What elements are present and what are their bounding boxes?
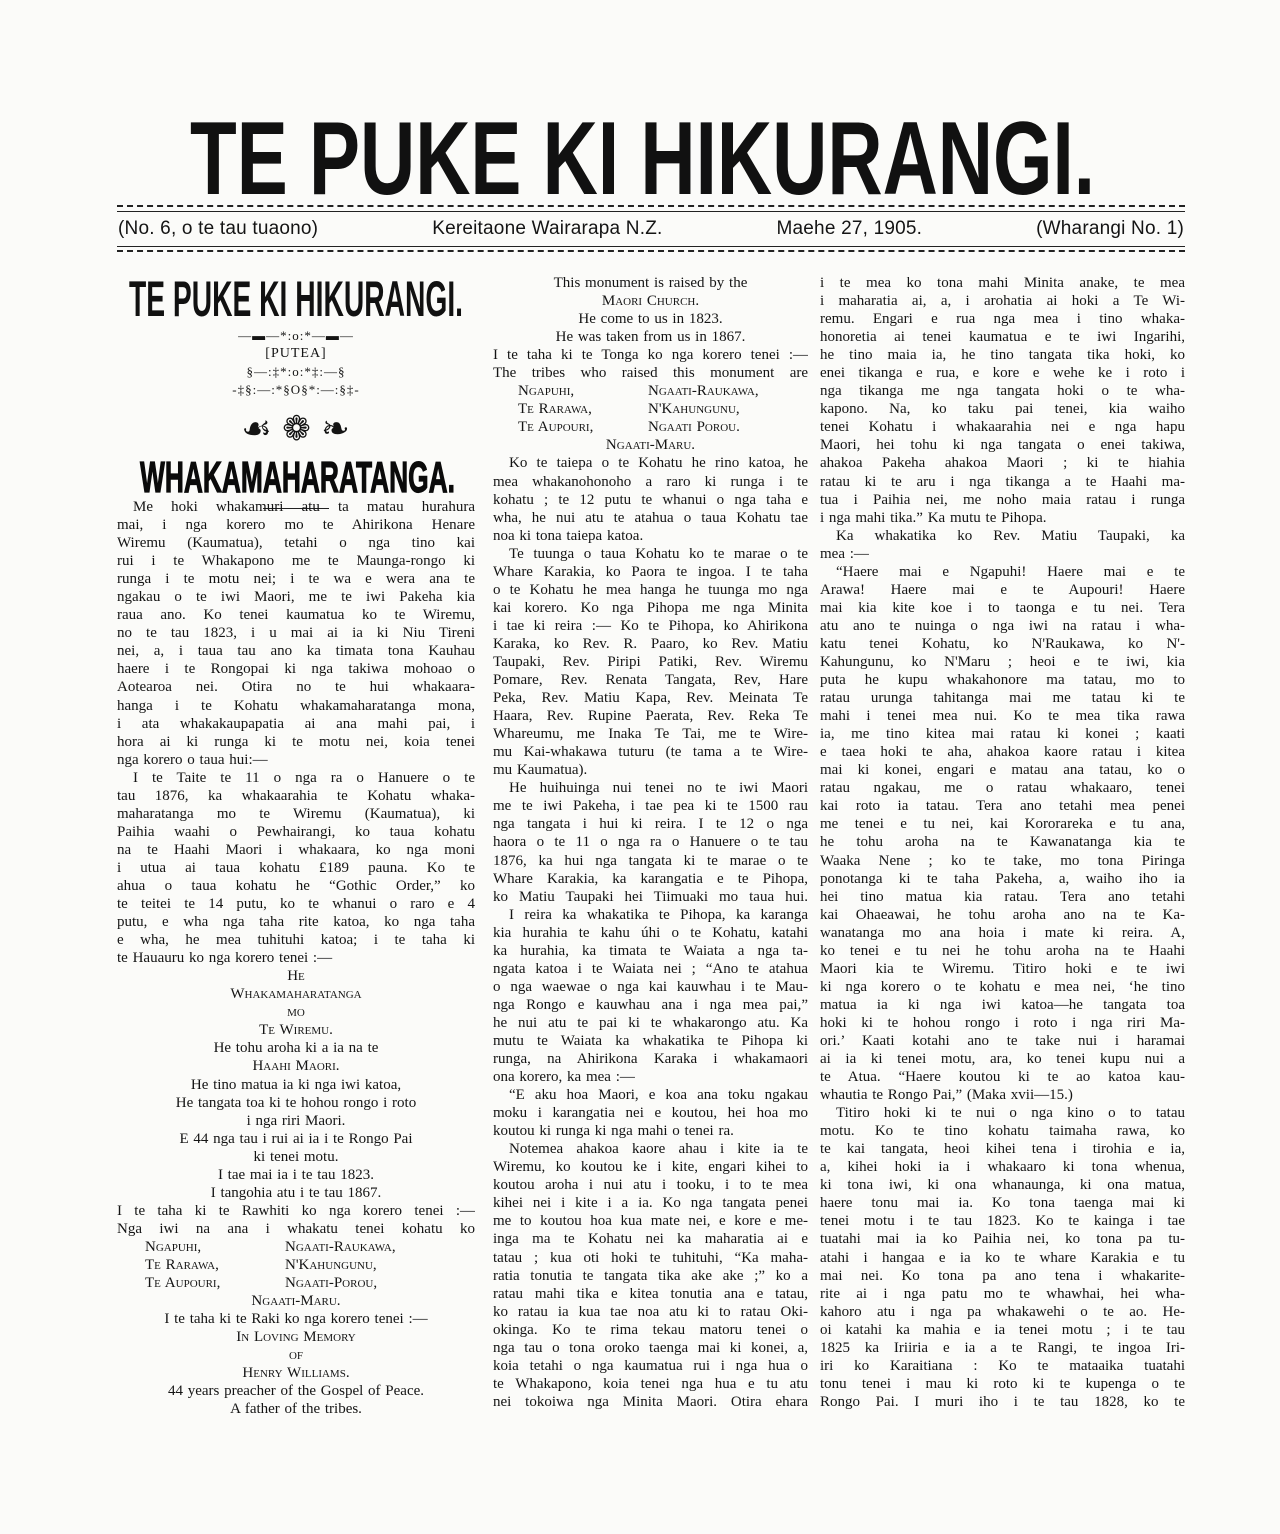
text-line: atu ano te nuinga o nga iwi na ratau i wha-: [820, 617, 1185, 634]
text-line: putu, e wha nga taha rite katoa, ko nga taha: [117, 914, 475, 931]
text-line: koutou ki runga ki nga mahi o tenei ra.: [493, 1123, 734, 1140]
text-line: i tae ki reira :— Ko te Pihopa, ko Ahirikona: [493, 617, 808, 634]
text-line: “Haere mai e Ngapuhi! Haere mai e te: [836, 563, 1185, 580]
tribe-name: N'Kahungunu,: [648, 401, 740, 418]
inscription-line: of: [288, 1347, 304, 1364]
ornament-rule: —▬—*:o:*—▬—: [238, 328, 354, 343]
inscription-line: 44 years preacher of the Gospel of Peace.: [167, 1383, 425, 1400]
text-line: I te Taite te 11 o nga ra o Hanuere o te: [133, 769, 475, 786]
tribe-name: Te Aupouri,: [145, 1275, 221, 1292]
text-line: I te taha ki te Rawhiti ko nga korero tenei :—: [117, 1202, 475, 1219]
text-line: nei, a, i taua tau ano ka timata tona Kauhau: [117, 643, 475, 660]
text-line: mai nei. Ko tona pa ano tena i whakarite-: [820, 1267, 1185, 1284]
text-line: Taupaki, Rev. Piripi Patiki, Rev. Wiremu: [493, 653, 808, 670]
headline: [117, 455, 475, 499]
text-line: kia hurahia te kahu úhi o te Kohatu, katahi: [493, 924, 808, 941]
article-column-2: [493, 274, 808, 1411]
text-line: Ko te taiepa o te Kohatu he rino katoa, he: [509, 455, 808, 472]
text-line: wanatanga mo ana hoia i mate ki reira. A,: [820, 924, 1185, 941]
text-line: matua ia ki nga iwi katoa—he tangata toa: [820, 996, 1185, 1013]
inscription-line: Maori Church.: [601, 293, 700, 310]
text-line: ki tona iwi, ki ona whanaunga, ki ona matua,: [820, 1177, 1185, 1194]
text-line: hanga i te Kohatu whakamaharatanga mona,: [117, 697, 475, 714]
fleuron-ornament-icon: ☙ ❁ ❧: [241, 411, 351, 448]
inscription-line: He was taken from us in 1867.: [555, 329, 746, 346]
text-line: me tenei e tu nei, kai Kororareka e tu ana,: [820, 816, 1185, 833]
text-line: Rongo Pai. I muri iho i te tau 1828, ko te: [820, 1393, 1185, 1410]
newspaper-title-text: TE PUKE KI HIKURANGI.: [190, 108, 1095, 204]
text-line: Aotearoa nei. Otira no te hui whakaara-: [117, 679, 475, 696]
text-line: ratau ki te aru i nga tikanga a te Haahi ma-: [820, 473, 1185, 490]
text-line: Te tuunga o taua Kohatu ko te marae o te: [509, 545, 808, 562]
text-line: he nui atu te pai ki te whakarongo atu. Ka: [493, 1014, 808, 1031]
text-line: ko tenei e tu nei he tohu aroha na te Haahi: [820, 942, 1185, 959]
text-line: Wiremu, ko koutou ke i kite, engari kihei to: [493, 1159, 808, 1176]
text-line: me to koutou hoa kua mate nei, e kore e me-: [493, 1213, 808, 1230]
tribe-name: Ngaati-Raukawa,: [648, 383, 759, 400]
text-line: tuatahi mai ia ko Paihia nei, ko tona pa tu-: [820, 1231, 1185, 1248]
tribe-name: Te Rarawa,: [518, 401, 592, 418]
text-line: 1876, ka hui nga tangata ki te marae o te: [493, 852, 808, 869]
paper-name-text: TE PUKE KI HIKURANGI.: [129, 272, 463, 322]
text-line: remu. Engari e rua nga mea i tino whaka-: [820, 311, 1185, 328]
text-line: mahi i tenei mea nui. Ko te mea tika rawa: [820, 708, 1185, 725]
inscription-line: I tangohia atu i te tau 1867.: [210, 1184, 382, 1201]
inscription-line: I tae mai ia i te tau 1823.: [217, 1166, 375, 1183]
dateline: [118, 218, 1184, 240]
text-line: ai ia ki tenei motu, ara, ko tenei kupu nui a: [820, 1051, 1185, 1068]
bottom-rule-dashed: [117, 250, 1185, 252]
text-line: tatau ; kua oti hoki te tuhituhi, “Ka maha-: [493, 1249, 808, 1266]
text-line: I te taha ki te Tonga ko nga korero tenei :—: [493, 347, 808, 364]
text-line: Whareumu, me Inaka Te Tai, me te Wire-: [493, 726, 808, 743]
inscription-line: E 44 nga tau i rui ai ia i te Rongo Pai: [179, 1130, 413, 1147]
text-line: okinga. Ko te rima tekau matoru tenei o: [493, 1321, 808, 1338]
text-line: ko Matiu Taupaki hei Tiimuaki mo taua hui.: [493, 888, 808, 905]
inscription-line: This monument is raised by the: [553, 275, 748, 291]
text-line: wha, he nui atu te atahua o taua Kohatu tae: [493, 509, 808, 526]
tribe-name: Ngapuhi,: [518, 383, 575, 400]
text-line: Whare Karakia, ko Paora te ingoa. I te taha: [493, 563, 808, 580]
text-line: nga Rongo e kauwhau ana i nga mea pai,”: [493, 996, 808, 1013]
text-line: Ka whakatika ko Rev. Matiu Taupaki, ka: [836, 527, 1185, 544]
text-line: Maori kia te Wiremu. Titiro hoki e te iwi: [820, 960, 1185, 977]
inscription-line: Henry Williams.: [242, 1365, 350, 1382]
tribe-name: Ngapuhi,: [145, 1238, 202, 1255]
text-line: He huihuinga nui tenei no te iwi Maori: [509, 780, 808, 797]
article-column-3: [820, 274, 1185, 1411]
inscription-line: Ngaati-Maru.: [605, 437, 696, 454]
text-line: The tribes who raised this monument are: [493, 365, 808, 382]
text-line: te teitei te 14 putu, ko te whanui o raro e 4: [117, 896, 475, 913]
text-line: whautia te Rongo Pai,” (Maka xvii—15.): [820, 1087, 1073, 1104]
paper-name-heading: [117, 272, 475, 322]
tribe-list-row: [493, 400, 808, 418]
inscription-line: Ngaati-Maru.: [251, 1293, 341, 1310]
text-line: ratau mahi tika e kitea tonutia ana e tatau,: [493, 1285, 808, 1302]
top-rule: [117, 205, 1185, 207]
text-line: tenei motu i te tau 1823. Ko te kainga i tae: [820, 1213, 1185, 1230]
text-line: tonu tenei i mau ki roto ki te kupenga o te: [820, 1375, 1185, 1392]
text-line: rite ai i nga patu mo te whawhai, hei wha-: [820, 1285, 1185, 1302]
text-line: haora o te 11 o nga ra o Hanuere o te tau: [493, 834, 808, 851]
text-line: kai roto ia tatau. Tera ano tetahi mea penei: [820, 798, 1185, 815]
text-line: te Whakapono, koia tenei nga hua e tu atu: [493, 1375, 808, 1392]
text-line: ngakau o te iwi Maori, me te iwi Pakeha kia: [117, 589, 475, 606]
text-line: i te mea ko tona mahi Minita anake, te mea: [820, 275, 1185, 291]
text-line: haere i te Rongopai ki nga takiwa mohoao o: [117, 661, 475, 678]
text-line: ratau ngakau, me o ratau whakaaro, tenei: [820, 780, 1185, 797]
text-line: kapono. Na, ko taku pai tenei, kia waiho: [820, 401, 1185, 418]
text-line: haere tonu mai ia. Ko tona taenga mai ki: [820, 1195, 1185, 1212]
headline-text: WHAKAMAHARATANGA.: [140, 455, 455, 499]
text-line: Karaka, ko Rev. R. Paaro, ko Rev. Matiu: [493, 635, 808, 652]
text-line: a, kihei hoki ia i whakaaro ki tona whenua,: [820, 1159, 1185, 1176]
inscription-line: In Loving Memory: [236, 1329, 356, 1346]
text-line: iri ko Karaitiana : Ko te mataaika tuatahi: [820, 1357, 1185, 1374]
text-line: runga i te motu nei; i te wa e wera ana te: [117, 571, 475, 588]
text-line: e wha, he mea tuhituhi katoa; i te taha ki: [117, 932, 475, 949]
tribe-list-row: [117, 1274, 475, 1292]
inscription-line: He tino matua ia ki nga iwi katoa,: [190, 1076, 402, 1093]
text-line: rui i te Whakapono me te Maunga-rongo ki: [117, 553, 475, 570]
tribe-name: Ngaati Porou.: [648, 419, 740, 436]
text-line: mutu te Waiata ka whakatika te Pihopa ki: [493, 1032, 808, 1049]
text-line: Haara, Rev. Rupine Paerata, Rev. Reka Te: [493, 708, 808, 725]
text-line: puta he kupu whakahonore ma tatau, mo to: [820, 672, 1185, 689]
text-line: 1825 ka Iriiria e ia a te Rangi, te ingoa Iri-: [820, 1339, 1185, 1356]
text-line: i utua ai taua kohatu £189 pauna. Ko te: [117, 859, 475, 876]
tribe-name: Te Aupouri,: [518, 419, 594, 436]
text-line: ponotanga ki te taha Pakeha, a, waiho iho ia: [820, 870, 1185, 887]
issue-number: (No. 6, o te tau tuaono): [118, 218, 319, 239]
text-line: mea :—: [820, 545, 869, 562]
text-line: Notemea ahakoa kaore ahau i kite ia te: [509, 1141, 808, 1158]
text-line: hoki ki te hohou rongo i roto i nga riri Ma-: [820, 1014, 1185, 1031]
text-line: Wiremu (Kaumatua), tetahi o nga tino kai: [117, 535, 475, 552]
bottom-rule: [117, 246, 1185, 247]
text-line: Peka, Rev. Matiu Kapa, Rev. Meinata Te: [493, 690, 808, 707]
text-line: ahua o taua kohatu he “Gothic Order,” ko: [117, 877, 475, 894]
text-line: ratia tonutia te tangata tika ake ake ;” ko a: [493, 1267, 808, 1284]
inscription-line: Haahi Maori.: [252, 1058, 340, 1075]
text-line: ona korero, ka mea :—: [493, 1069, 635, 1086]
text-line: o te Kohatu he mea hanga he tuunga mo nga: [493, 581, 808, 598]
tribe-list-row: [117, 1256, 475, 1274]
text-line: ki nga korero o te kohatu e mea nei, ‘he tino: [820, 978, 1185, 995]
text-line: kai Ohaeawai, he tohu aroha ano na te Ka-: [820, 906, 1185, 923]
text-line: raua ano. Ko tenei kaumatua ko te Wiremu,: [117, 607, 475, 624]
text-line: Kahungunu, ko N'Maru ; heoi e te iwi, kia: [820, 653, 1185, 670]
tribe-name: Te Rarawa,: [145, 1256, 219, 1273]
text-line: Nga iwi na ana i whakatu tenei kohatu ko: [117, 1220, 475, 1237]
text-line: no te tau 1823, i u mai ai ia ki Niu Tireni: [117, 625, 475, 642]
text-line: ori.’ Kaati kotahi ano te take nui i haramai: [820, 1032, 1185, 1049]
text-line: nga tau o tona oroko taenga mai ki konei, a,: [493, 1339, 808, 1356]
text-line: Whare Karakia, ka karangatia e te Pihopa,: [493, 870, 808, 887]
text-line: i ata whakakaupapatia ai ana mahi pai, i: [117, 715, 475, 732]
ornament-rule: -‡§:—:*§O§*:—:§‡-: [232, 382, 360, 397]
inscription-line: He tangata toa ki te hohou rongo i roto: [175, 1094, 417, 1111]
text-line: mu Kaumatua).: [493, 762, 588, 779]
text-line: enei tikanga e rua, e kore e wehe ke i roto i: [820, 365, 1185, 382]
ornament-rule: §—:‡*:o:*‡:—§: [246, 364, 346, 379]
inscription-line: mo: [287, 1004, 305, 1021]
text-line: mai, i nga korero mo te Ahirikona Henare: [117, 517, 475, 534]
text-line: ko ratau ia kua tae noa atu ki to ratau Oki-: [493, 1303, 808, 1320]
text-line: Me hoki whakamuri atu ta matau hurahura: [133, 499, 475, 515]
inscription-line: I te taha ki te Raki ko nga korero tenei :—: [164, 1311, 428, 1328]
text-line: atahi i hangaa e ia ko te whare Karakia e tu: [820, 1249, 1185, 1266]
text-line: me te iwi Pakeha, i tae pea ki te 1500 rau: [493, 798, 808, 815]
inscription-line: He: [287, 968, 305, 985]
text-line: oi katahi ka mahia e ia tenei motu ; i te tau: [820, 1321, 1185, 1338]
text-line: hora ai ki runga ki te motu nei, koia tenei: [117, 733, 475, 750]
newspaper-title: [190, 108, 1095, 204]
inscription-line: Whakamaharatanga: [230, 986, 362, 1003]
tribe-name: Ngaati-Porou,: [285, 1275, 378, 1292]
text-line: kahoro atu i nga pa whakawehi o te ao. He-: [820, 1303, 1185, 1320]
text-line: mea whakanohonoho a raro ki runga i te: [493, 473, 808, 490]
text-line: e taea hoki te aha, ahakoa kaore ratau i kitea: [820, 744, 1185, 761]
tribe-name: Ngaati-Raukawa,: [285, 1238, 396, 1255]
inscription-line: ki tenei motu.: [253, 1148, 339, 1165]
text-line: ngata katoa i te Waiata nei ; “Ano te atahua: [493, 960, 808, 977]
text-line: tua i Paihia nei, me noho maia ratau i runga: [820, 491, 1185, 508]
text-line: te Atua. “Haere koutou ki te ao katoa kau-: [820, 1069, 1185, 1086]
text-line: “E aku hoa Maori, e koa ana toku ngakau: [509, 1087, 808, 1104]
text-line: Waaka Nene ; ko te take, mo tona Piringa: [820, 852, 1185, 869]
text-line: te Hauauru ko nga korero tenei :—: [117, 950, 333, 967]
text-line: nga korero o taua hui:—: [117, 751, 268, 768]
text-line: mai kia kite koe i to taonga e tu nei. Tera: [820, 599, 1185, 616]
text-line: kohatu ; te 12 putu te whanui o nga taha e: [493, 491, 808, 508]
text-line: tenei Kohatu i whakaarahia nei e nga hapu: [820, 419, 1185, 436]
publication-date: Maehe 27, 1905.: [776, 218, 923, 239]
text-line: honoretia ai tenei kaumatua e te iwi Ingarihi,: [820, 329, 1185, 346]
text-line: nga tikanga me nga tangata hoki o te wha-: [820, 383, 1185, 400]
inscription-line: A father of the tribes.: [230, 1401, 362, 1418]
text-line: Arawa! Haere mai e te Aupouri! Haere: [820, 581, 1185, 598]
inscription-line: i nga riri Maori.: [246, 1112, 346, 1129]
text-line: ka hurahia, ka timata te Waiata a nga ta-: [493, 942, 808, 959]
text-line: Paihia waahi o Pewhairangi, ko taua kohatu: [117, 823, 475, 840]
text-line: he tohu aroha na te Kawanatanga kia te: [820, 834, 1185, 851]
text-line: te kai tangata, heoi kihei tena i tirohia e ia,: [820, 1141, 1185, 1158]
inscription-line: He tohu aroha ki a ia na te: [213, 1040, 379, 1057]
text-line: kihei nei i kite i a ia. Ko nga tangata penei: [493, 1195, 808, 1212]
text-line: i nga mahi tika.” Ka mutu te Pihopa.: [820, 509, 1047, 526]
text-line: motu. Ko te tino kohatu taimaha rawa, ko: [820, 1123, 1185, 1140]
inscription-line: He come to us in 1823.: [578, 311, 723, 328]
text-line: hei tino matua kia ratau. Tera ano tetahi: [820, 888, 1185, 905]
text-line: mu Kai-whakawa tuturu (te tama a te Wire-: [493, 744, 808, 761]
text-line: na te Haahi Maori i whakaara, ko nga moni: [117, 841, 475, 858]
text-line: maharatanga mo te Wiremu (Kaumatua), ki: [117, 805, 475, 822]
text-line: he tino maia ia, he tino tangata tika hoki, ko: [820, 347, 1185, 364]
text-line: moku i karangatia nei e koutou, hei hoa mo: [493, 1105, 808, 1122]
inscription-line: Te Wiremu.: [259, 1022, 333, 1039]
text-line: koutou aroha i nui atu i tooku, i to te mea: [493, 1177, 808, 1194]
text-line: mai ki konei, engari e matau ana tatau, ko o: [820, 762, 1185, 779]
text-line: noa ki tona taiepa katoa.: [493, 527, 644, 544]
top-rule-inner: [117, 211, 1185, 212]
page-number: (Wharangi No. 1): [1036, 218, 1184, 239]
tribe-list-row: [117, 1238, 475, 1256]
text-line: o nga waewae o nga kai kauwhau i te Mau-: [493, 978, 808, 995]
tribe-name: N'Kahungunu,: [285, 1256, 377, 1273]
text-line: Pomare, Rev. Renata Tangata, Rev, Hare: [493, 672, 808, 689]
text-line: katu tenei Kohatu, ko N'Raukawa, ko N'-: [820, 635, 1185, 652]
article-masthead: [117, 272, 475, 509]
text-line: ia, me tino kitea mai ratau ki konei ; kaati: [820, 726, 1185, 743]
text-line: i maharatia ai, a, i arohatia ai hoki a Te Wi-: [820, 293, 1185, 310]
text-line: inga ma te Kohatu nei ka maharatia ai e: [493, 1231, 808, 1248]
text-line: runga, na Ahirikona Karaka i whakamaori: [493, 1051, 808, 1068]
text-line: Maori, hei tohu ki nga tangata o enei takiwa,: [820, 437, 1185, 454]
text-line: kai korero. Ko nga Pihopa me nga Minita: [493, 599, 808, 616]
text-line: koia tetahi o nga kaumatua rui i nga hua o: [493, 1357, 808, 1374]
text-line: tau 1876, ka whakaarahia te Kohatu whaka-: [117, 787, 475, 804]
text-line: I reira ka whakatika te Pihopa, ka karanga: [509, 906, 808, 923]
text-line: ratau urunga tahitanga mai me tatau ki te: [820, 690, 1185, 707]
text-line: Titiro hoki ki te nui o nga kino o to tatau: [836, 1105, 1185, 1122]
tribe-list-row: [493, 382, 808, 400]
text-line: ahakoa Pakeha ahakoa Maori ; ki te hiahia: [820, 455, 1185, 472]
tribe-list-row: [493, 418, 808, 436]
article-column-1: [117, 498, 475, 1418]
publication-place: Kereitaone Wairarapa N.Z.: [432, 218, 663, 239]
section-label: [PUTEA]: [265, 346, 327, 361]
text-line: nga tangata i hui ki reira. I te 12 o nga: [493, 816, 808, 833]
text-line: nei tokoiwa nga Minita Maori. Otira ehara: [493, 1393, 808, 1410]
